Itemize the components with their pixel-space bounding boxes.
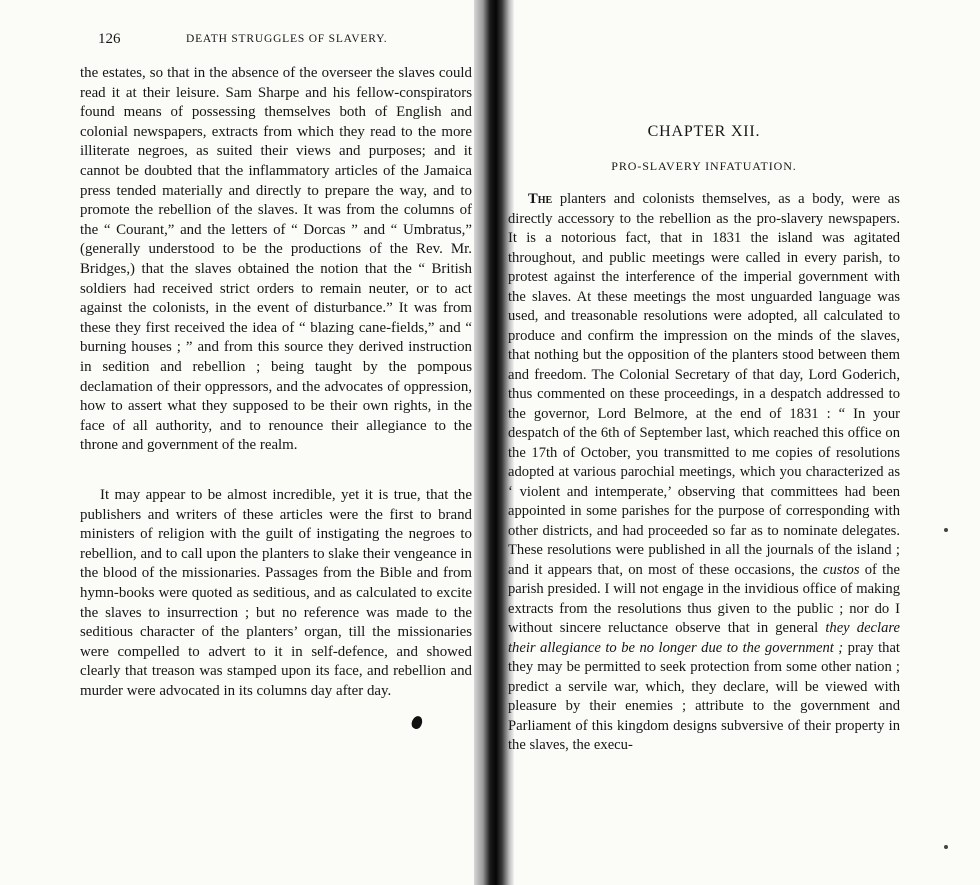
body-text-3: pray that they may be permitted to seek protection from some other nation ; predict a servile war, which, they declare, will be viewed with pleasure by their enemies ; attribute to the government and Parliament of this kingdom designs subversive of their property in the slaves, the execu- — [508, 639, 900, 753]
italic-declaration: they declare their allegiance to be no longer due to the government ; — [508, 620, 900, 656]
italic-custos: custos — [823, 561, 860, 578]
left-paragraph-1: the estates, so that in the absence of the overseer the slaves could read it at their leisure. Sam Sharpe and his fellow-conspirators found means of possessing themselves both of English and colonial newspapers, extracts from which they read to the more illiterate negroes, as suited their views and purposes; and it cannot be doubted that the inflammatory articles of the Jamaica press tended materially and directly to prepare the way, and to promote the rebellion of the slaves. It was from the columns of the “ Courant,” and the letters of “ Dorcas ” and “ Umbratus,” (generally understood to be the productions of the Rev. Mr. Bridges,) that the slaves obtained the notion that the “ British soldiers had received strict orders to remain neuter, or to act against the colonists, in the event of disturbance.” It was from these they first received the idea of “ blazing cane-fields,” and “ burning houses ; ” and from this source they derived instruction in sedition and rebellion ; being taught by the pompous declamation of their oppressors, and the advocates of oppression, how to assert what they supposed to be their own rights, in the face of all authority, and to renounce their allegiance to the throne and government of the realm. — [80, 65, 472, 454]
chapter-subtitle: PRO-SLAVERY INFATUATION. — [611, 159, 797, 173]
left-page-header — [98, 30, 388, 48]
body-text-1: planters and colonists themselves, as a body, were as directly accessory to the rebellion as the pro-slavery newspapers. It is a notorious fact, that in 1831 the island was agitated throughout, and public meetings were called in every parish, to protest against the interference of the imperial government with the slaves. At these meetings the most unguarded language was used, and treasonable resolutions were adopted, all calculated to produce and confirm the impression on the minds of the slaves, that nothing but the opposition of the planters stood between them and freedom. The Colonial Secretary of that day, Lord Goderich, thus commented on these proceedings, in a despatch addressed to the governor, Lord Belmore, at the end of 1831 : “ In your despatch of the 6th of September last, which reached this office on the 17th of October, you transmitted to me copies of resolutions adopted at various parochial meetings, which you characterized as ‘ violent and intemperate,’ observing that committees had been appointed in some parishes for the purpose of corresponding with other districts, and had proceeded so far as to nominate delegates. These resolutions were published in all the journals of the island ; and it appears that, on most of these occasions, the — [508, 191, 900, 578]
body-text-2: of the parish presided. I will not engage in the invidious office of making extracts from the resolutions thus given to the public ; nor do I without sincere reluctance observe that in general — [508, 561, 900, 636]
running-head: DEATH STRUGGLES OF SLAVERY. — [186, 33, 388, 45]
chapter-body — [508, 190, 900, 756]
edge-speck — [944, 845, 948, 849]
lead-word: The — [528, 191, 553, 207]
edge-speck — [944, 528, 948, 532]
page-number: 126 — [98, 31, 121, 47]
left-paragraph-2: It may appear to be almost incredible, yet it is true, that the publishers and writers of these articles were the first to brand ministers of religion with the guilt of instigating the negroes to rebellion, and to call upon the planters to slake their vengeance in the blood of the missionaries. Passages from the Bible and from hymn-books were quoted as seditious, and as calculated to excite the slaves to insurrection ; but no reference was made to the seditious character of the planters’ organ, till the missionaries were compelled to advert to it in self-defence, and showed clearly that treason was stamped upon its face, and rebellion and murder were advocated in its columns day after day. — [80, 487, 472, 699]
chapter-title: CHAPTER XII. — [647, 123, 761, 140]
ink-blot — [410, 714, 425, 730]
